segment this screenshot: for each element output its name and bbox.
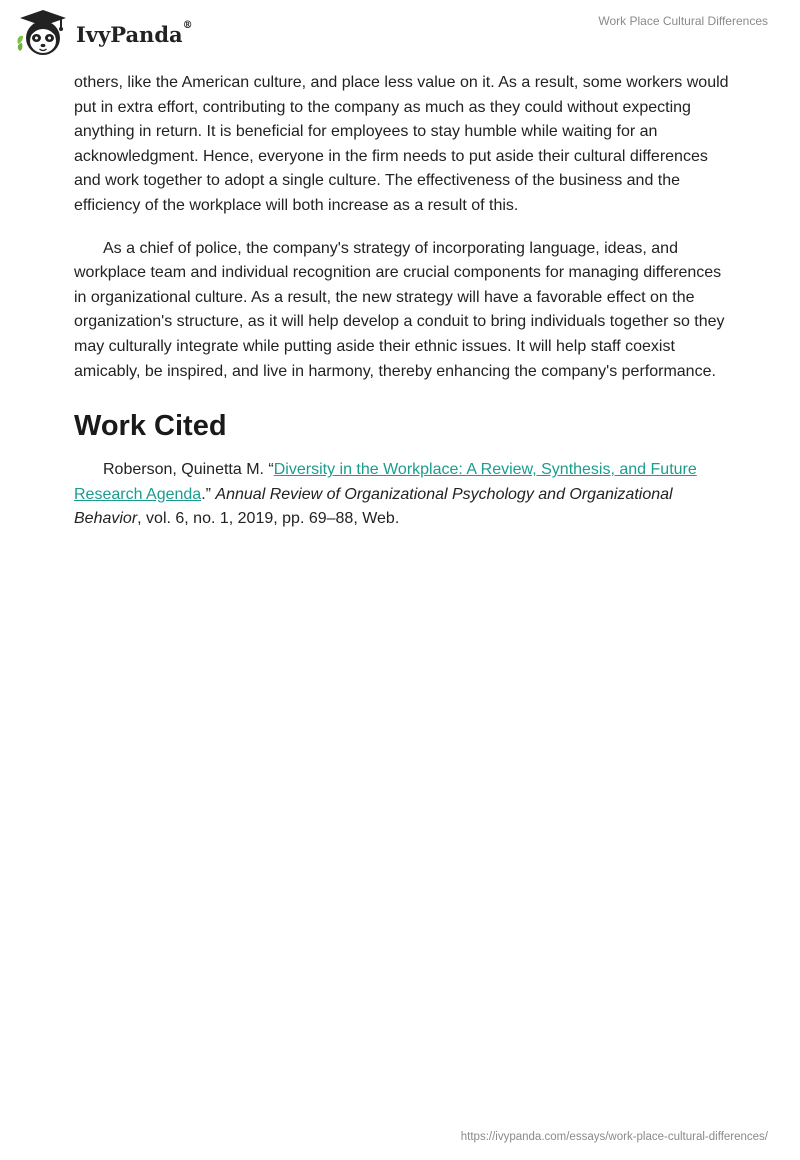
document-title: Work Place Cultural Differences: [598, 14, 768, 28]
panda-graduate-icon: [14, 8, 72, 58]
body-paragraph-2: As a chief of police, the company's strategy of incorporating language, ideas, and workplace team and individual recognition are crucial components for managing differences in organizational culture. As a result, the new strategy will have a favorable effect on the organization's structure, as it will help develop a conduit to bring individuals together so they may culturally integrate while putting aside their ethnic issues. It will help staff coexist amicably, be inspired, and live in harmony, thereby enhancing the company's performance.: [74, 239, 725, 380]
reference-journal: Annual Review of Organizational Psychology and Organizational Behavior: [74, 485, 673, 528]
works-cited-heading: Work Cited: [74, 410, 227, 443]
reference-link[interactable]: Diversity in the Workplace: A Review, Synthesis, and Future Research Agenda: [74, 461, 697, 503]
footer-url[interactable]: https://ivypanda.com/essays/work-place-cultural-differences/: [460, 1131, 768, 1143]
body-paragraph-1: others, like the American culture, and place less value on it. As a result, some workers would put in extra effort, contributing to the company as much as they could without expecting anything in return. It is beneficial for employees to stay humble while waiting for an acknowledgment. Hence, everyone in the firm needs to put aside their cultural differences and work together to adopt a single culture. The effectiveness of the business and the efficiency of the workplace will both increase as a result of this.: [74, 74, 729, 214]
reference-after-link: .”: [201, 485, 216, 503]
page-header: [0, 0, 800, 64]
ivypanda-logo[interactable]: [14, 8, 193, 58]
registered-mark: ®: [182, 19, 193, 31]
logo-wordmark: [76, 19, 193, 47]
reference-entry: [74, 458, 734, 532]
reference-author: Roberson, Quinetta M. “: [103, 461, 274, 479]
essay-content: [74, 71, 734, 532]
reference-details: , vol. 6, no. 1, 2019, pp. 69–88, Web.: [137, 510, 400, 528]
logo-text: IvyPanda: [76, 21, 183, 47]
